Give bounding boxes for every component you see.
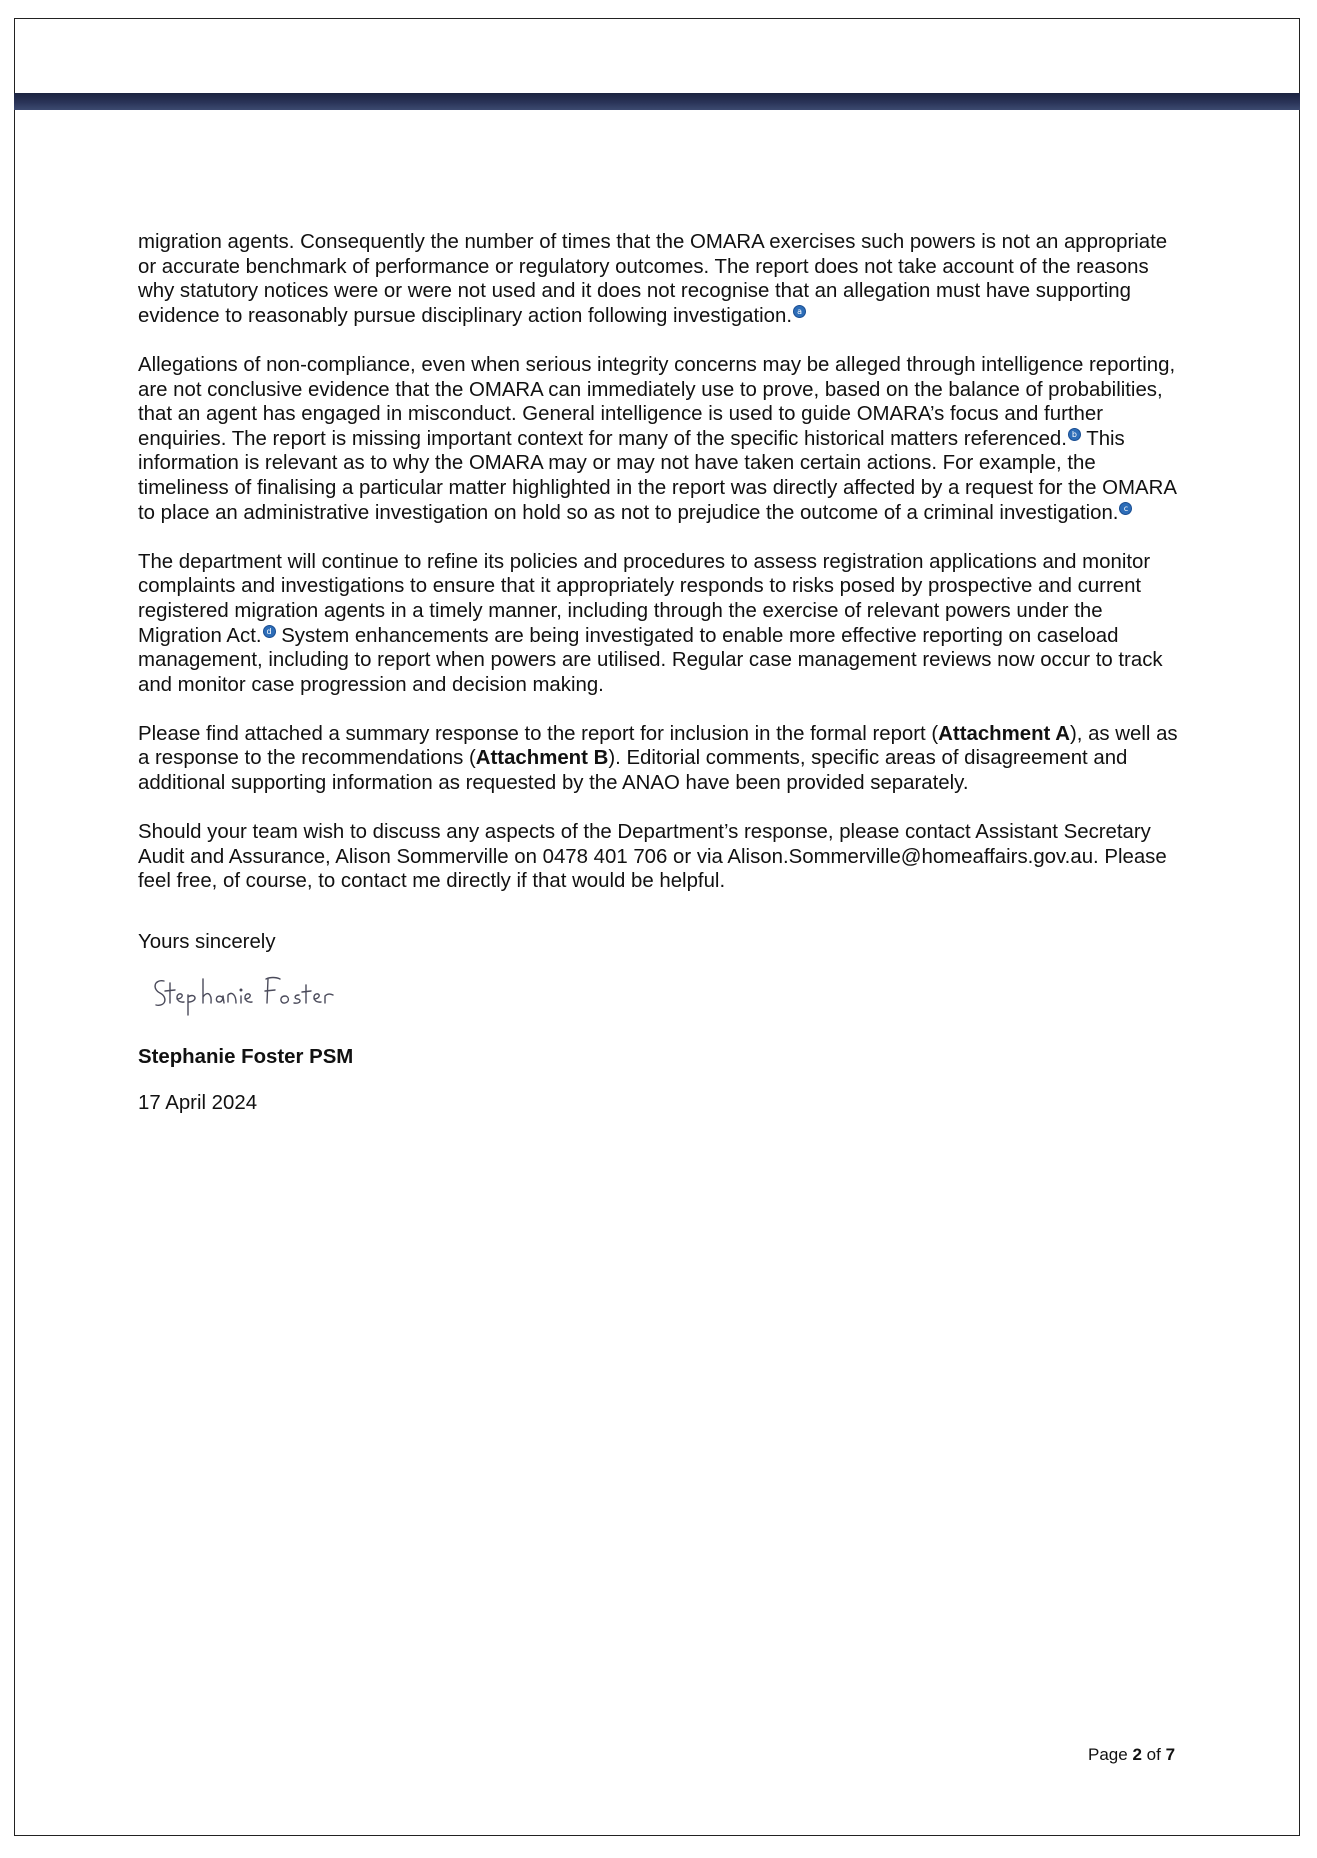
text-run: Should your team wish to discuss any aspects of the Department’s response, please contact Assistant Secretary Audit and Assurance, Alison Sommerville on 0478 401 706 or via Alison.Sommerville@homeaffairs.gov.au. Please feel free, of course, to contact me directly if that would be helpful. <box>138 821 1167 893</box>
body-paragraph <box>138 353 1190 525</box>
signature-image <box>148 969 1190 1027</box>
body-paragraph <box>138 820 1190 894</box>
signatory-name: Stephanie Foster PSM <box>138 1045 354 1068</box>
page-of: of <box>1146 1745 1161 1764</box>
text-run: Allegations of non-compliance, even when serious integrity concerns may be alleged through intelligence reporting, are not conclusive evidence that the OMARA can immediately use to prove, based on the balance of probabilities, that an agent has engaged in misconduct. General intelligence is used to guide OMARA’s focus and further enquiries. The report is missing important context for many of the specific historical matters referenced. <box>138 353 1176 450</box>
text-run: This information is relevant as to why the OMARA may or may not have taken certain actions. For example, the timeliness of finalising a particular matter highlighted in the report was directly affected by a request for the OMARA to place an administrative investigation on hold so as not to prejudice the outcome of a criminal investigation. <box>138 427 1176 524</box>
text-run: Please find attached a summary response to the report for inclusion in the formal report ( <box>138 722 939 745</box>
page-number <box>1088 1745 1175 1765</box>
page-label: Page <box>1088 1745 1128 1764</box>
bold-text: Attachment A <box>938 722 1070 745</box>
body-paragraph <box>138 230 1190 328</box>
footnote-marker-icon[interactable]: b <box>1068 428 1081 441</box>
footnote-marker-icon[interactable]: c <box>1119 502 1132 515</box>
letter-body <box>138 230 1190 1116</box>
text-run: The department will continue to refine its policies and procedures to assess registration applications and monitor complaints and investigations to ensure that it appropriately responds to risks posed by prospective and current registered migration agents in a timely manner, including through the exercise of relevant powers under the Migration Act. <box>138 550 1151 647</box>
header-bar <box>14 93 1300 110</box>
body-paragraph <box>138 550 1190 698</box>
page-total: 7 <box>1165 1745 1176 1764</box>
bold-text: Attachment B <box>475 747 609 770</box>
closing-salutation: Yours sincerely <box>138 931 276 954</box>
body-paragraph <box>138 722 1190 796</box>
letter-date: 17 April 2024 <box>138 1092 258 1115</box>
page-current: 2 <box>1132 1745 1142 1764</box>
text-run: System enhancements are being investigated to enable more effective reporting on caseload management, including to report when powers are utilised. Regular case management reviews now occur to track and monitor case progression and decision making. <box>138 624 1163 696</box>
text-run: ), as well as a response to the recommendations ( <box>138 722 1178 770</box>
text-run: migration agents. Consequently the number of times that the OMARA exercises such powers is not an appropriate or accurate benchmark of performance or regulatory outcomes. The report does not take account of the reasons why statutory notices were or were not used and it does not recognise that an allegation must have supporting evidence to reasonably pursue disciplinary action following investigation. <box>138 231 1168 327</box>
paragraph-list <box>138 230 1190 894</box>
footnote-marker-icon[interactable]: d <box>263 625 276 638</box>
footnote-marker-icon[interactable]: a <box>793 305 806 318</box>
text-run: ). Editorial comments, specific areas of disagreement and additional supporting information as requested by the ANAO have been provided separately. <box>138 747 1128 795</box>
